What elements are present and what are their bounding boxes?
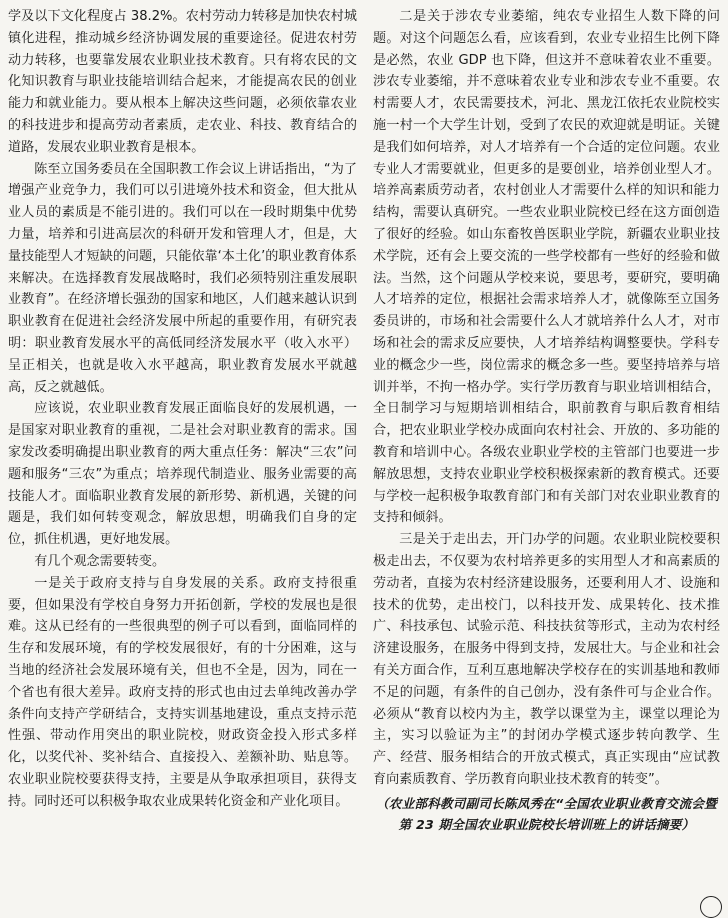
right-column xyxy=(373,6,720,835)
paragraph: 陈至立国务委员在全国职教工作会议上讲话指出，“为了增强产业竞争力，我们可以引进境外技术和资金，但大批从业人员的素质是不能引进的。我们可以在一段时期集中优势力量，培养和引进高层次的科研开发和管理人才，但是，大量技能型人才短缺的问题，只能依靠‘本土化’的职业教育体系来解决。在选择教育发展战略时，我们必须特别注重发展职业教育”。在经济增长强劲的国家和地区，人们越来越认识到职业教育在促进社会经济发展中所起的重要作用，有研究表明：职业教育发展水平的高低同经济发展水平（收入水平）呈正相关，也就是收入水平越高，职业教育发展水平就越高，反之就越低。 xyxy=(8,161,357,395)
page-number-circle xyxy=(700,896,722,918)
paragraph: 一是关于政府支持与自身发展的关系。政府支持很重要，但如果没有学校自身努力开拓创新，学校的发展也是很难。这从已经有的一些很典型的例子可以看到，面临同样的生存和发展环境，有的学校发展很好，有的十分困难，这与当地的经济社会发展环境有关，但也不全是，因为，同在一个省也有很大差异。政府支持的形式也由过去单纯改善办学条件向支持产学研结合，支持实训基地建设，重点支持示范性强、带动作用突出的职业院校，财政资金投入形式多样化，以奖代补、奖补结合、直接投入、差额补助、贴息等。农业职业院校要获得支持，主要是从争取承担项目，获得支持。同时还可以积极争取农业成果转化资金和产业化项目。 xyxy=(8,575,357,809)
speech-source-note: （农业部科教司副司长陈凤秀在“全国农业职业教育交流会暨第 23 期全国农业职业院校长培训班上的讲话摘要） xyxy=(376,795,717,832)
paragraph: 应该说，农业职业教育发展正面临良好的发展机遇，一是国家对职业教育的重视，二是社会对职业教育的需求。国家发改委明确提出职业教育的两大重点任务：解决“三农”问题和服务“三农”为重点；培养现代制造业、服务业需要的高技能人才。面临职业教育发展的新形势、新机遇，关键的问题是，我们如何转变观念，解放思想，明确我们自身的定位，抓住机遇，更好地发展。 xyxy=(8,401,357,548)
left-column xyxy=(8,6,357,812)
paragraph: 有几个观念需要转变。 xyxy=(34,553,166,569)
paragraph: 三是关于走出去，开门办学的问题。农业职业院校要积极走出去，不仅要为农村培养更多的实用型人才和高素质的劳动者，直接为农村经济建设服务，还要利用人才、设施和技术的优势，走出校门，以科技开发、成果转化、技术推广、科技承包、试验示范、科技扶贫等形式，主动为农村经济建设服务，在服务中得到支持，发展壮大。与企业和社会有关方面合作，互利互惠地解决学校存在的实训基地和教师不足的问题，有条件的自己创办，没有条件可与企业合作。必须从“教育以校内为主，教学以课堂为主，课堂以理论为主，实习以验证为主”的封闭办学模式逐步转向教学、生产、经营、服务相结合的开放式模式，真正实现由“应试教育向素质教育、学历教育向职业技术教育的转变”。 xyxy=(373,532,720,787)
paragraph: 学及以下文化程度占 38.2%。农村劳动力转移是加快农村城镇化进程，推动城乡经济协调发展的重要途径。促进农村劳动力转移，也要靠发展农业职业技术教育。只有将农民的文化知识教育与职业技能培训结合起来，才能提高农民的创业能力和就业能力。要从根本上解决这些问题，必须依靠农业的科技进步和提高劳动者素质，走农业、科技、教育结合的道路，发展农业职业教育是根本。 xyxy=(8,9,357,155)
paragraph: 二是关于涉农专业萎缩，纯农专业招生人数下降的问题。对这个问题怎么看，应该看到，农业专业招生比例下降是必然，农业 GDP 也下降，但这并不意味着农业不重要。涉农专业萎缩，并不意味着农业专业和涉农专业不重要。农村需要人才，农民需要技术，河北、黑龙江依托农业院校实施一村一个大学生计划，受到了农民的欢迎就是明证。关键是我们如何培养，对人才培养有一个合适的定位问题。农业专业人才需要就业，但更多的是要创业，培养创业型人才。培养高素质劳动者，农村创业人才需要什么样的知识和能力结构，需要认真研究。一些农业职业院校已经在这方面创造了很好的经验。如山东畜牧兽医职业学院，新疆农业职业技术学院，还有会上要交流的一些学校都有一些好的经验和做法。当然，这个问题从学校来说，要思考，要研究，要明确人才培养的定位，根据社会需求培养人才，就像陈至立国务委员讲的，市场和社会需要什么人才就培养什么人才，对市场和社会的需求反应要快，人才培养结构调整要快。学科专业的概念少一些，岗位需求的概念多一些。要坚持培养与培训并举，不拘一格办学。实行学历教育与职业培训相结合，全日制学习与短期培训相结合，职前教育与职后教育相结合，把农业职业学校办成面向农村社会、开放的、多功能的教育和培训中心。各级农业职业学校的主管部门也要进一步解放思想，支持农业职业学校积极探索新的教育模式。还要与学校一起积极争取教育部门和有关部门对农业职业教育的支持和倾斜。 xyxy=(373,9,720,526)
